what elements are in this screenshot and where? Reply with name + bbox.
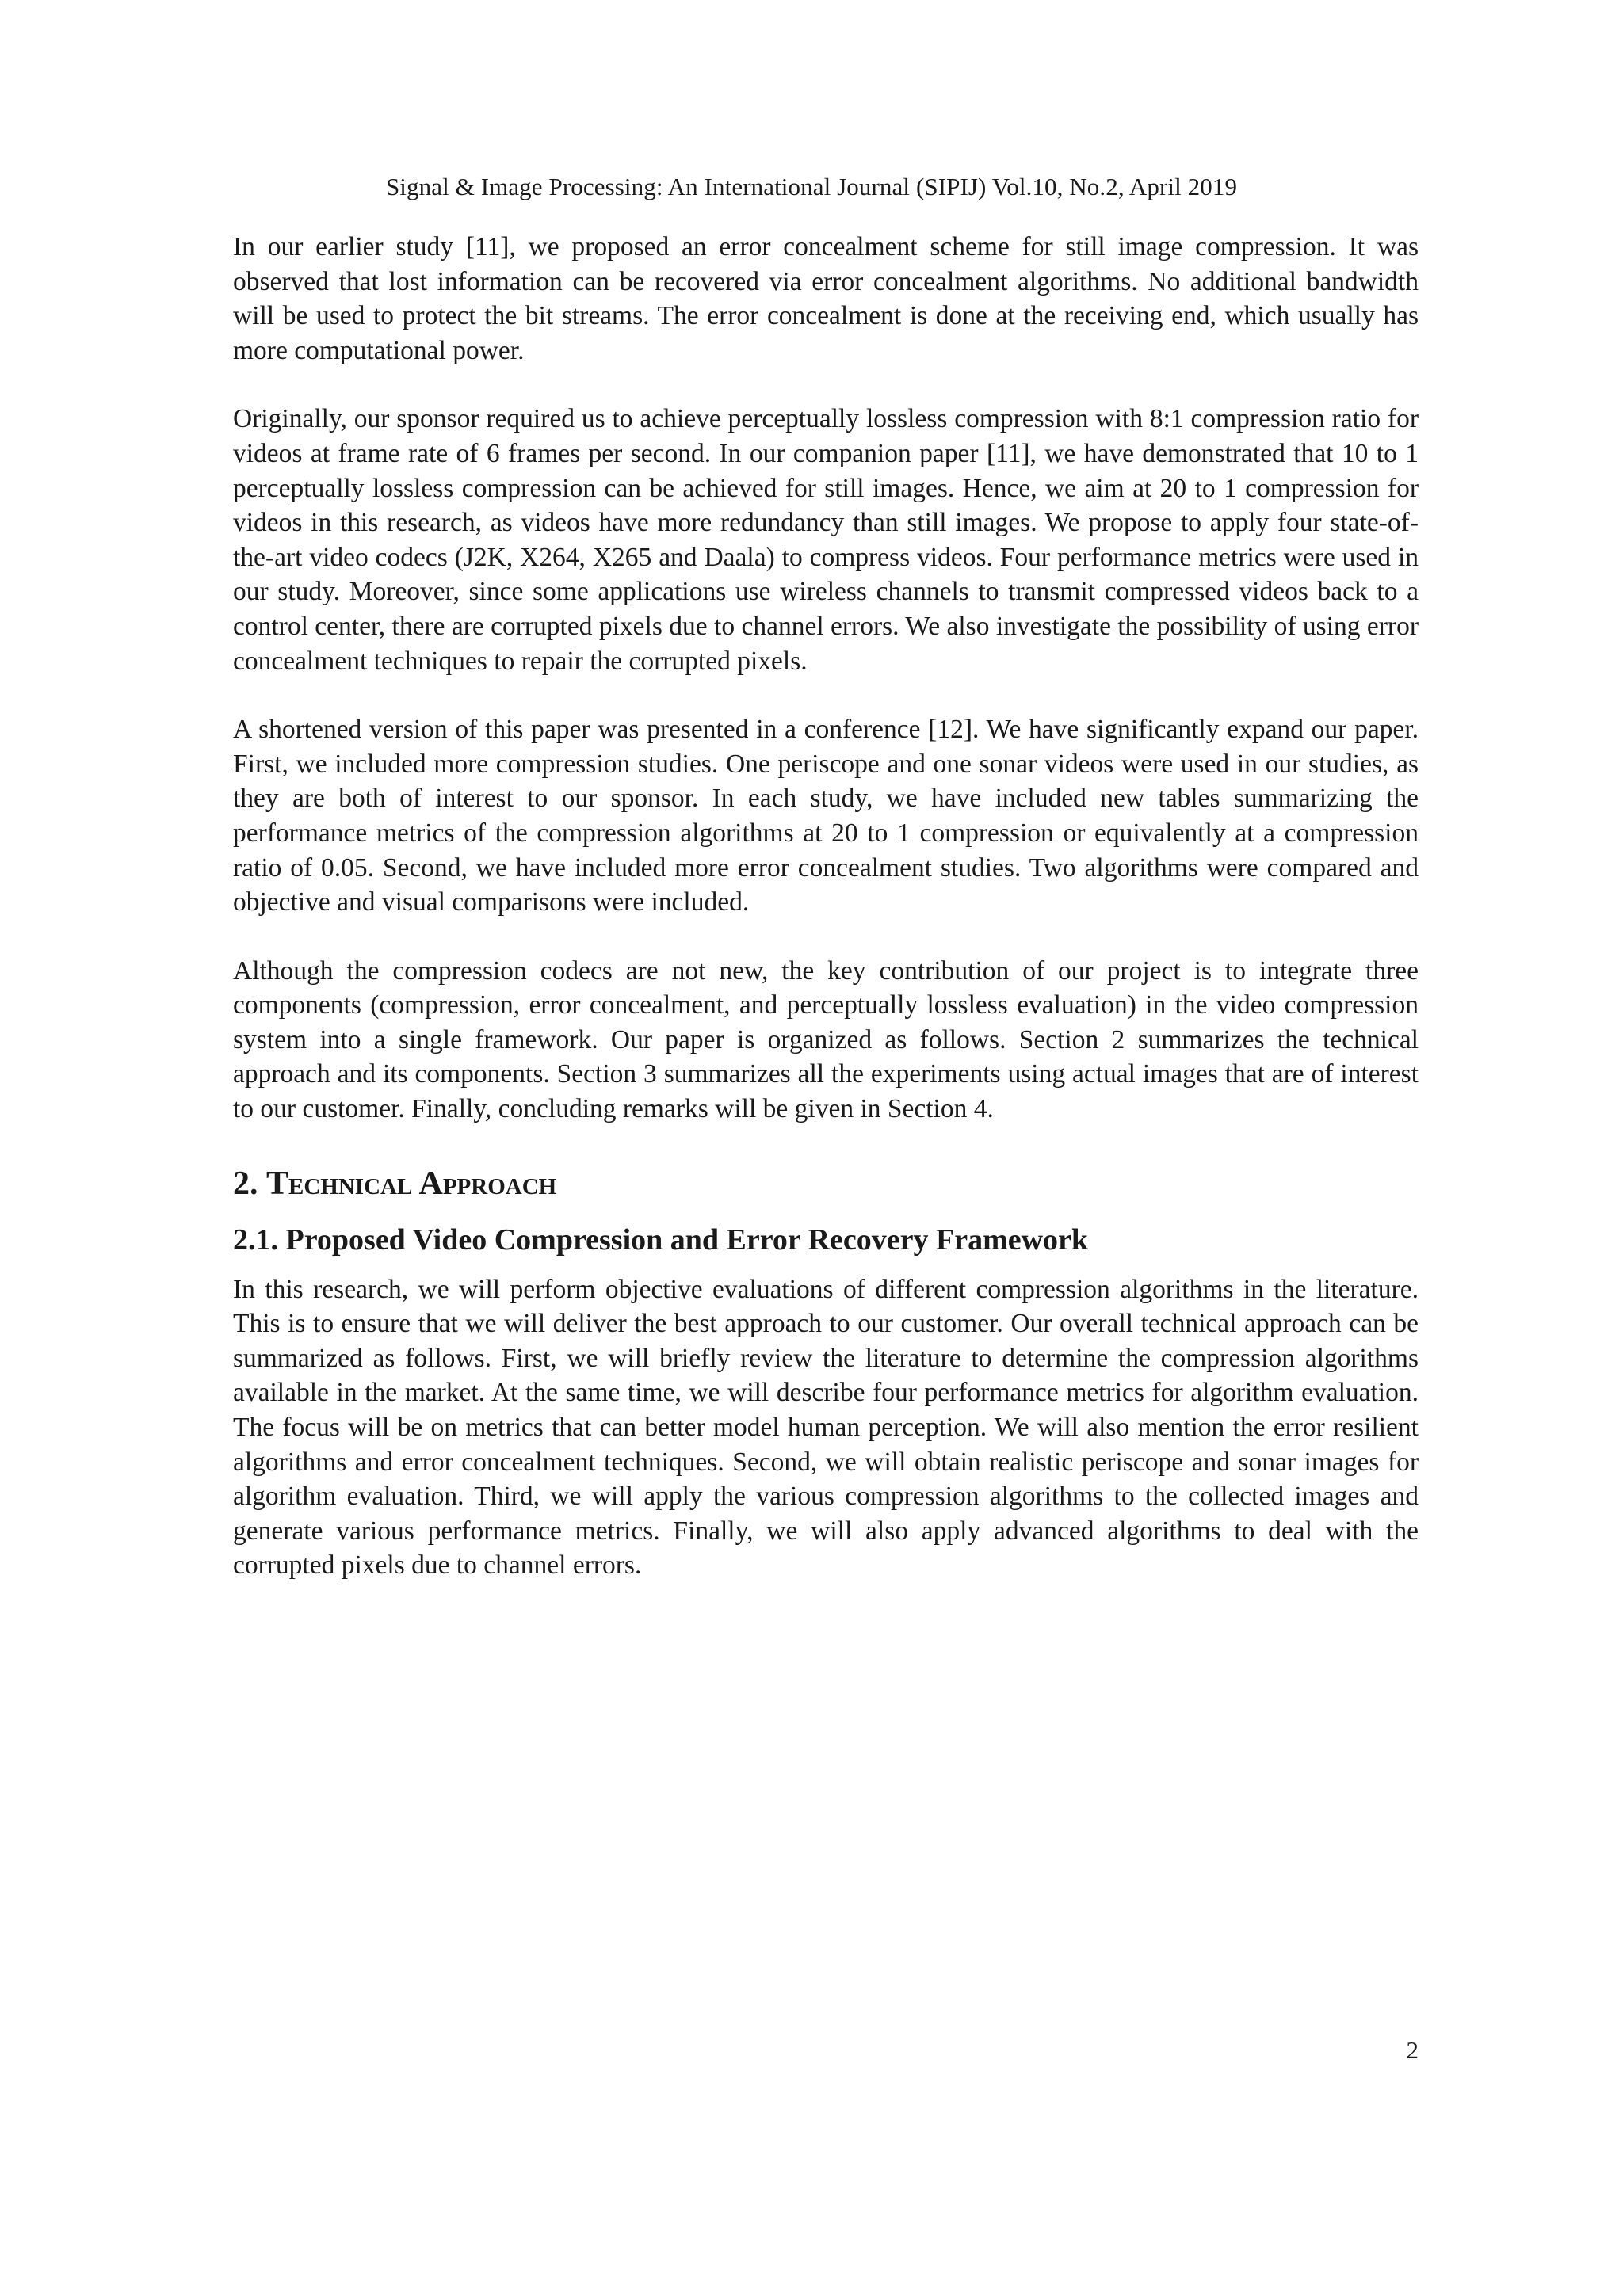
page-number: 2 <box>1406 2036 1419 2064</box>
running-header: Signal & Image Processing: An International Journal (SIPIJ) Vol.10, No.2, April 2019 <box>385 173 1238 200</box>
section-number: 2. <box>233 1165 266 1202</box>
paragraph-sponsor-requirements: Originally, our sponsor required us to achieve perceptually lossless compression with 8:1 compression ratio for videos at frame rate of 6 frames per second. In our companion paper [11], we have demonstrated that 10 to 1 perceptually lossless compression can be achieved for still images. Hence, we aim at 20 to 1 compression for videos in this research, as videos have more redundancy than still images. We propose to apply four state-of-the-art video codecs (J2K, X264, X265 and Daala) to compress videos. Four performance metrics were used in our study. Moreover, since some applications use wireless channels to transmit compressed videos back to a control center, there are corrupted pixels due to channel errors. We also investigate the possibility of using error concealment techniques to repair the corrupted pixels. <box>233 404 1419 676</box>
section-title: Technical Approach <box>266 1165 557 1202</box>
page-body <box>233 230 1419 1583</box>
section-heading <box>233 1161 1419 1206</box>
subsection-heading: 2.1. Proposed Video Compression and Error Recovery Framework <box>233 1222 1089 1257</box>
paragraph-shortened-version: A shortened version of this paper was presented in a conference [12]. We have significantly expand our paper. First, we included more compression studies. One periscope and one sonar videos were used in our studies, as they are both of interest to our sponsor. In each study, we have included new tables summarizing the performance metrics of the compression algorithms at 20 to 1 compression or equivalently at a compression ratio of 0.05. Second, we have included more error concealment studies. Two algorithms were compared and objective and visual comparisons were included. <box>233 715 1419 917</box>
paragraph-technical-approach: In this research, we will perform objective evaluations of different compression algorithms in the literature. This is to ensure that we will deliver the best approach to our customer. Our overall technical approach can be summarized as follows. First, we will briefly review the literature to determine the compression algorithms available in the market. At the same time, we will describe four performance metrics for algorithm evaluation. The focus will be on metrics that can better model human perception. We will also mention the error resilient algorithms and error concealment techniques. Second, we will obtain realistic periscope and sonar images for algorithm evaluation. Third, we will apply the various compression algorithms to the collected images and generate various performance metrics. Finally, we will also apply advanced algorithms to deal with the corrupted pixels due to channel errors. <box>233 1274 1419 1581</box>
paragraph-earlier-study: In our earlier study [11], we proposed an error concealment scheme for still image compression. It was observed that lost information can be recovered via error concealment algorithms. No additional bandwidth will be used to protect the bit streams. The error concealment is done at the receiving end, which usually has more computational power. <box>233 232 1419 365</box>
paragraph-key-contribution: Although the compression codecs are not new, the key contribution of our project is to integrate three components (compression, error concealment, and perceptually lossless evaluation) in the video compression system into a single framework. Our paper is organized as follows. Section 2 summarizes the technical approach and its components. Section 3 summarizes all the experiments using actual images that are of interest to our customer. Finally, concluding remarks will be given in Section 4. <box>233 955 1419 1124</box>
